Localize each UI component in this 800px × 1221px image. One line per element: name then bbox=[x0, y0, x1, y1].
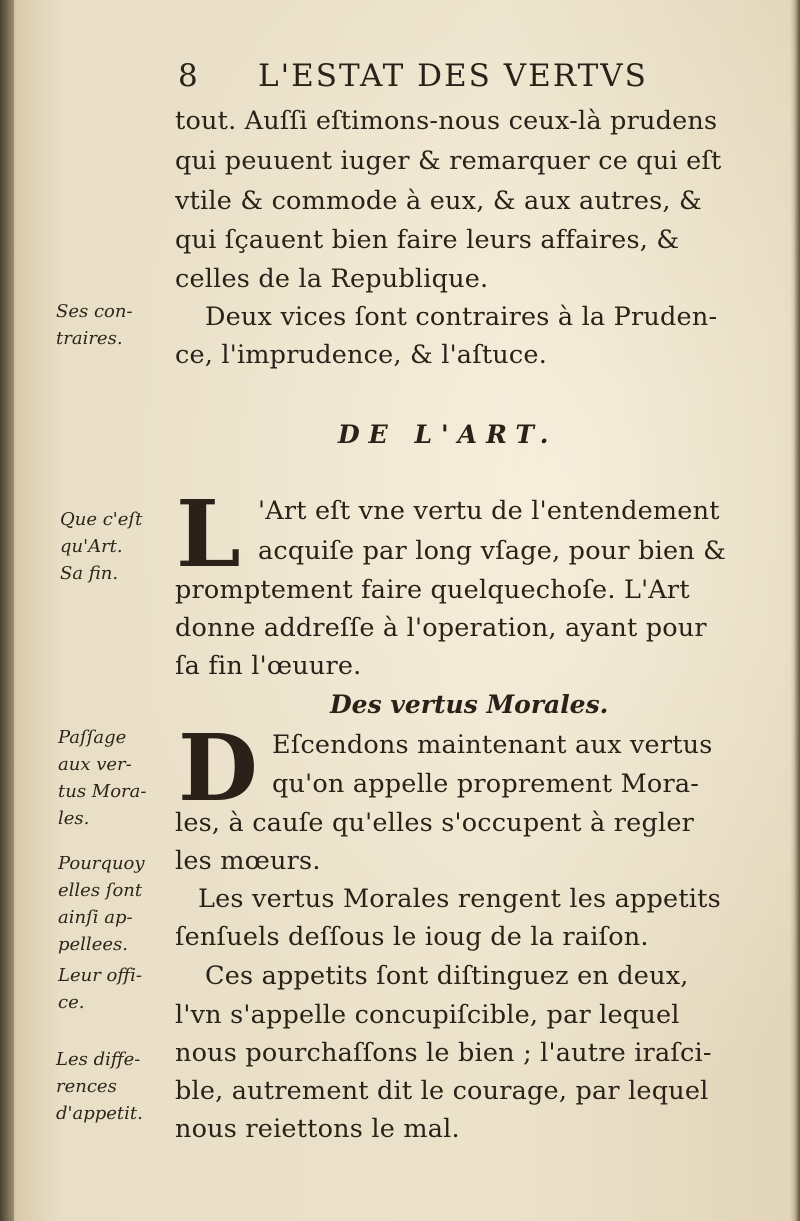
body-line: vtile & commode à eux, & aux autres, & bbox=[175, 186, 702, 216]
margin-line: les. bbox=[58, 808, 90, 829]
body-line: l'vn s'appelle concupiſcible, par lequel bbox=[175, 1000, 680, 1030]
page-gutter bbox=[0, 0, 14, 1221]
margin-line: traires. bbox=[56, 328, 123, 349]
body-line: Eſcendons maintenant aux vertus bbox=[272, 730, 713, 760]
margin-line: rences bbox=[56, 1076, 117, 1097]
body-line: nous reiettons le mal. bbox=[175, 1114, 460, 1144]
body-line: promptement faire quelquechoſe. L'Art bbox=[175, 575, 690, 605]
margin-note-passage bbox=[58, 724, 146, 832]
margin-line: pellees. bbox=[58, 934, 128, 955]
margin-note-differences bbox=[56, 1046, 143, 1127]
page-header bbox=[170, 58, 730, 102]
body-line: Deux vices ſont contraires à la Pruden- bbox=[205, 302, 718, 332]
body-line: ſenſuels deſſous le ioug de la raiſon. bbox=[175, 922, 649, 952]
margin-note-contraires bbox=[56, 298, 133, 352]
body-line: tout. Auſſi eſtimons-nous ceux-là prudens bbox=[175, 106, 718, 136]
body-line: Ces appetits ſont diſtinguez en deux, bbox=[205, 961, 689, 991]
margin-line: Paſſage bbox=[58, 727, 127, 748]
section-heading-morales: Des vertus Morales. bbox=[330, 690, 609, 719]
margin-line: Pourquoy bbox=[58, 853, 145, 874]
margin-line: Ses con- bbox=[56, 301, 133, 322]
margin-line: qu'Art. bbox=[60, 536, 123, 557]
body-line: les, à cauſe qu'elles s'occupent à regler bbox=[175, 808, 695, 838]
margin-line: elles ſont bbox=[58, 880, 143, 901]
running-head: L'ESTAT DES VERTVS bbox=[258, 58, 648, 94]
section-heading-art: DE L'ART. bbox=[338, 420, 558, 449]
margin-note-art bbox=[60, 506, 142, 587]
body-line: acquiſe par long vſage, pour bien & bbox=[258, 536, 727, 566]
body-line: qu'on appelle proprement Mora- bbox=[272, 769, 700, 799]
drop-cap-l: L bbox=[176, 480, 241, 588]
body-line: les mœurs. bbox=[175, 846, 321, 876]
margin-line: ce. bbox=[58, 992, 85, 1013]
margin-line: d'appetit. bbox=[56, 1103, 143, 1124]
margin-line: aux ver- bbox=[58, 754, 132, 775]
body-line: ble, autrement dit le courage, par lequel bbox=[175, 1076, 709, 1106]
body-line: Les vertus Morales rengent les appetits bbox=[198, 884, 721, 914]
body-line: donne addreſſe à l'operation, ayant pour bbox=[175, 613, 707, 643]
margin-note-pourquoy bbox=[58, 850, 145, 958]
body-line: nous pourchaſſons le bien ; l'autre iraſci- bbox=[175, 1038, 712, 1068]
margin-line: Les diffe- bbox=[56, 1049, 141, 1070]
margin-line: Sa fin. bbox=[60, 563, 119, 584]
margin-line: Leur offi- bbox=[58, 965, 142, 986]
page-number: 8 bbox=[178, 58, 199, 94]
margin-note-office bbox=[58, 962, 142, 1016]
body-line: qui peuuent iuger & remarquer ce qui eſt bbox=[175, 146, 722, 176]
page-edge bbox=[794, 0, 800, 1221]
body-line: 'Art eſt vne vertu de l'entendement bbox=[258, 496, 720, 526]
body-line: qui ſçauent bien faire leurs affaires, & bbox=[175, 225, 680, 255]
margin-line: tus Mora- bbox=[58, 781, 147, 802]
body-line: celles de la Republique. bbox=[175, 264, 489, 294]
body-line: ſa fin l'œuure. bbox=[175, 651, 362, 681]
body-line: ce, l'imprudence, & l'aſtuce. bbox=[175, 340, 548, 370]
drop-cap-d: D bbox=[178, 714, 258, 822]
margin-line: ainſi ap- bbox=[58, 907, 133, 928]
margin-line: Que c'eſt bbox=[60, 509, 143, 530]
